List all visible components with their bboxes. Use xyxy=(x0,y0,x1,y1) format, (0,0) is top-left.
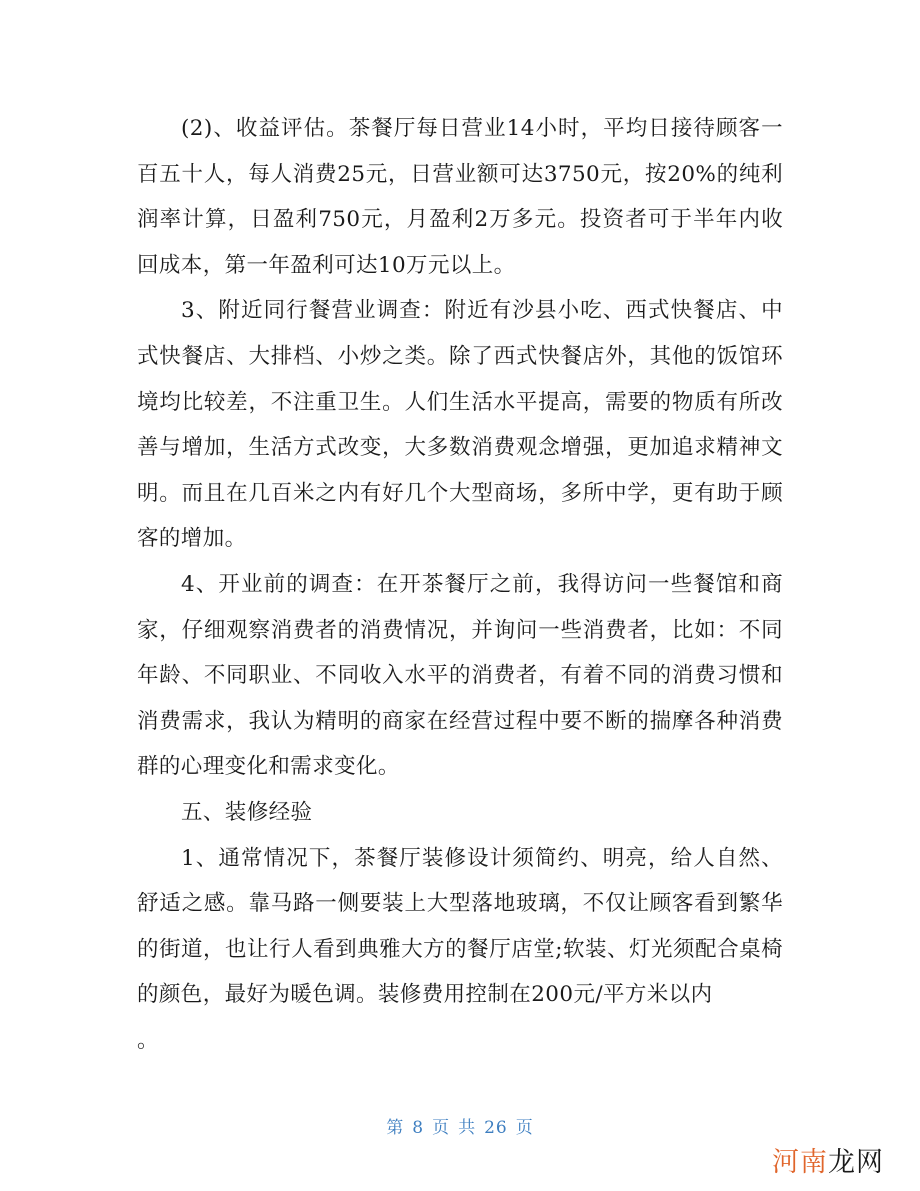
paragraph-competitor-survey: 3、附近同行餐营业调查：附近有沙县小吃、西式快餐店、中式快餐店、大排档、小炒之类。除了西式快餐店外，其他的饭馆环境均比较差，不注重卫生。人们生活水平提高，需要的物质有所改善与增加，生活方式改变，大多数消费观念增强，更加追求精神文明。而且在几百米之内有好几个大型商场，多所中学，更有助于顾客的增加。 xyxy=(137,298,783,552)
footer-total-suffix: 页 xyxy=(515,1118,534,1138)
page-number-footer xyxy=(0,1113,920,1138)
site-watermark xyxy=(772,1140,884,1179)
paragraph-revenue-assessment: (2)、收益评估。茶餐厅每日营业14小时，平均日接待顾客一百五十人，每人消费25元，日营业额可达3750元，按20%的纯利润率计算，日盈利750元，月盈利2万多元。投资者可于半年内收回成本，第一年盈利可达10万元以上。 xyxy=(137,116,783,278)
section-heading-decoration: 五、装修经验 xyxy=(181,799,313,825)
paragraph-pre-opening-survey: 4、开业前的调查：在开茶餐厅之前，我得访问一些餐馆和商家，仔细观察消费者的消费情况，并询问一些消费者，比如：不同年龄、不同职业、不同收入水平的消费者，有着不同的消费习惯和消费需求，我认为精明的商家在经营过程中要不断的揣摩各种消费群的心理变化和需求变化。 xyxy=(137,571,783,780)
footer-current-page: 8 xyxy=(412,1118,425,1138)
paragraph-decoration-1-tail: 。 xyxy=(137,1027,159,1053)
footer-total-prefix: 共 xyxy=(458,1118,477,1138)
paragraph-decoration-1: 1、通常情况下，茶餐厅装修设计须简约、明亮，给人自然、舒适之感。靠马路一侧要装上大型落地玻璃，不仅让顾客看到繁华的街道，也让行人看到典雅大方的餐厅店堂;软装、灯光须配合桌椅的颜色，最好为暖色调。装修费用控制在200元/平方米以内 xyxy=(137,845,783,1008)
footer-total-pages: 26 xyxy=(484,1118,508,1138)
watermark-part-a: 河南 xyxy=(772,1147,828,1178)
footer-page-word: 页 xyxy=(432,1118,451,1138)
watermark-part-b: 龙网 xyxy=(828,1147,884,1178)
footer-prefix: 第 xyxy=(386,1118,405,1138)
document-page xyxy=(137,106,783,1063)
